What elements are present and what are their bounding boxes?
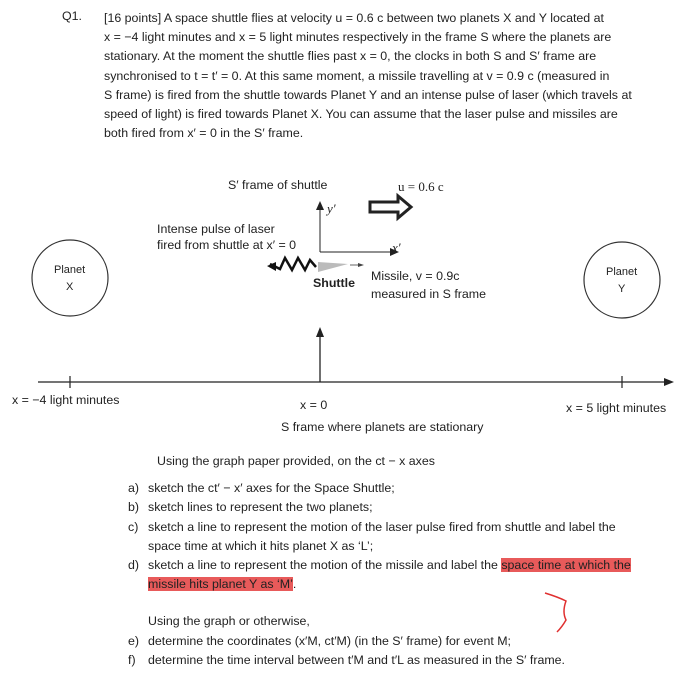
x-left-label: x = −4 light minutes <box>12 393 120 407</box>
task-f-label: f) <box>128 653 136 667</box>
task-d: d) sketch a line to represent the motion of the missile and label the space time at which the <box>128 558 631 573</box>
planet-x-circle <box>32 240 108 316</box>
question-line-2: x = −4 light minutes and x = 5 light minutes respectively in the frame S where the planets are <box>104 30 612 45</box>
question-line-3: stationary. At the moment the shuttle flies past x = 0, the clocks in both S and S′ frame are <box>104 49 597 64</box>
question-number: Q1. <box>62 9 82 23</box>
missile-label-line1: Missile, v = 0.9c <box>371 269 460 283</box>
question-line-6: speed of light) is fired towards Planet X. You can assume that the laser pulse and missiles are <box>104 107 618 122</box>
laser-label-line1: Intense pulse of laser <box>157 222 275 236</box>
highlight-d-1: space time at which the <box>501 558 631 573</box>
laser-arrowhead <box>267 262 276 271</box>
y-prime-arrowhead <box>316 201 324 210</box>
planet-x-letter: X <box>66 281 74 293</box>
task-e-label: e) <box>128 634 140 648</box>
question-line-5: S frame) is fired from the shuttle towards Planet Y and an intense pulse of laser (which travels at <box>104 87 632 102</box>
shuttle-label: Shuttle <box>313 276 355 290</box>
question-line-4: synchronised to t = t′ = 0. At this same moment, a missile travelling at v = 0.9 c (measured in <box>104 68 610 83</box>
question-line-7: both fired from x′ = 0 in the S′ frame. <box>104 126 304 141</box>
annotation-curve <box>545 593 566 632</box>
question-line-1: [16 points] A space shuttle flies at velocity u = 0.6 c between two planets X and Y located at <box>104 11 604 25</box>
y-prime-label: y′ <box>327 201 336 216</box>
instructions-intro: Using the graph paper provided, on the ct − x axes <box>157 454 435 468</box>
x-right-label: x = 5 light minutes <box>566 401 667 415</box>
planet-y-letter: Y <box>618 283 626 295</box>
ct-axis-arrowhead <box>316 327 324 337</box>
task-c: c) sketch a line to represent the motion of the laser pulse fired from shuttle and label the <box>128 519 616 534</box>
velocity-arrow-icon <box>370 196 411 218</box>
laser-wave-icon <box>270 258 316 270</box>
task-d-cont: missile hits planet Y as ‘M’. <box>148 577 297 592</box>
missile-label-line2: measured in S frame <box>371 287 487 301</box>
x-prime-label: x′ <box>392 240 401 255</box>
s-frame-caption: S frame where planets are stationary <box>281 420 484 434</box>
task-list <box>128 479 631 595</box>
planet-y-name: Planet <box>606 266 638 278</box>
planet-x-name: Planet <box>54 264 86 276</box>
velocity-label: u = 0.6 c <box>398 179 444 194</box>
task-e: determine the coordinates (x′M, ct′M) (in the S′ frame) for event M; <box>148 634 511 648</box>
task-f: determine the time interval between t′M and t′L as measured in the S′ frame. <box>148 653 565 667</box>
planet-y-circle <box>584 242 660 318</box>
laser-label-line2: fired from shuttle at x′ = 0 <box>157 238 297 252</box>
x-zero-label: x = 0 <box>300 398 328 412</box>
task-a: a) sketch the ct′ − x′ axes for the Space Shuttle; <box>128 481 395 495</box>
highlight-d-2: missile hits planet Y as ‘M’ <box>148 577 293 592</box>
shuttle-icon <box>318 262 348 272</box>
s-prime-title: S′ frame of shuttle <box>228 178 328 192</box>
instructions-intro-2: Using the graph or otherwise, <box>148 614 310 628</box>
task-c-cont: space time at which it hits planet X as ‘L’; <box>148 538 374 553</box>
task-b: b) sketch lines to represent the two planets; <box>128 500 373 515</box>
x-axis-arrowhead <box>664 378 674 386</box>
